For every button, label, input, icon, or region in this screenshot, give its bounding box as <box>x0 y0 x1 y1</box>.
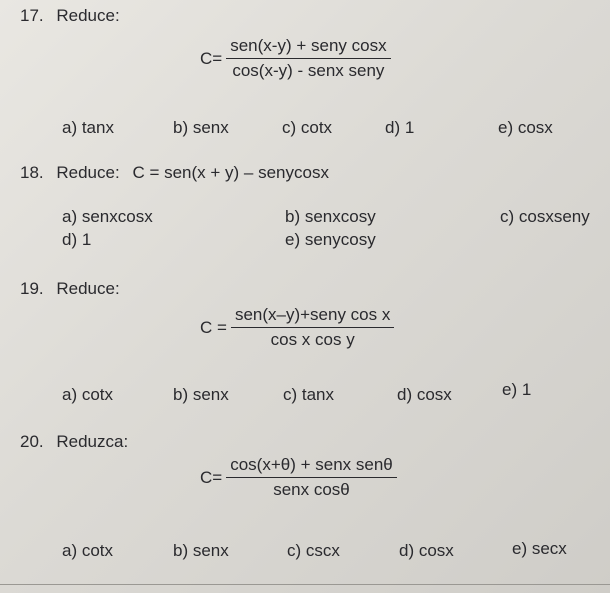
problem-instruction: Reduce: <box>56 163 120 182</box>
problem-17-formula <box>200 36 391 81</box>
problem-instruction: Reduce: <box>56 6 120 25</box>
option-b[interactable]: b) senx <box>173 118 229 137</box>
problem-number: 18. <box>20 163 44 182</box>
option-b[interactable]: b) senx <box>173 541 229 560</box>
option-d[interactable]: d) 1 <box>385 118 415 137</box>
option-a[interactable]: a) tanx <box>62 118 114 137</box>
problem-expression: C = sen(x + y) – senycosx <box>132 163 329 182</box>
problem-number: 17. <box>20 6 44 25</box>
option-d[interactable]: d) cosx <box>399 541 454 560</box>
fraction <box>226 36 390 81</box>
problem-17-header <box>20 6 120 26</box>
option-b[interactable]: b) senx <box>173 385 229 404</box>
option-a[interactable]: a) senxcosx <box>62 207 153 226</box>
problem-19-formula <box>200 305 394 350</box>
option-c[interactable]: c) cotx <box>282 118 333 137</box>
fraction-denominator: senx cosθ <box>273 480 350 499</box>
problem-number: 20. <box>20 432 44 451</box>
option-c[interactable]: c) cosxseny <box>500 207 590 226</box>
option-c[interactable]: c) tanx <box>283 385 335 404</box>
fraction-numerator: cos(x+θ) + senx senθ <box>226 455 397 478</box>
option-a[interactable]: a) cotx <box>62 385 114 404</box>
fraction-denominator: cos(x-y) - senx seny <box>232 61 385 80</box>
fraction-numerator: sen(x–y)+seny cos x <box>231 305 394 328</box>
formula-lhs: C= <box>200 48 223 68</box>
option-e[interactable]: e) secx <box>512 539 567 558</box>
formula-lhs: C= <box>200 467 223 487</box>
problem-19-header <box>20 279 120 299</box>
problem-20-formula <box>200 455 397 500</box>
problem-instruction: Reduce: <box>56 279 120 298</box>
option-a[interactable]: a) cotx <box>62 541 114 560</box>
option-b[interactable]: b) senxcosy <box>285 207 376 226</box>
problem-instruction: Reduzca: <box>56 432 129 451</box>
option-e[interactable]: e) 1 <box>502 380 532 399</box>
option-c[interactable]: c) cscx <box>287 541 340 560</box>
option-d[interactable]: d) cosx <box>397 385 452 404</box>
option-e[interactable]: e) cosx <box>498 118 553 137</box>
fraction-denominator: cos x cos y <box>270 330 355 349</box>
problem-number: 19. <box>20 279 44 298</box>
option-e[interactable]: e) senycosy <box>285 230 376 249</box>
problem-20-header <box>20 432 128 452</box>
problem-18-header <box>20 163 329 183</box>
fraction <box>231 305 394 350</box>
formula-lhs: C = <box>200 317 227 337</box>
fraction-numerator: sen(x-y) + seny cosx <box>226 36 390 59</box>
page-divider <box>0 584 610 585</box>
option-d[interactable]: d) 1 <box>62 230 92 249</box>
fraction <box>226 455 397 500</box>
